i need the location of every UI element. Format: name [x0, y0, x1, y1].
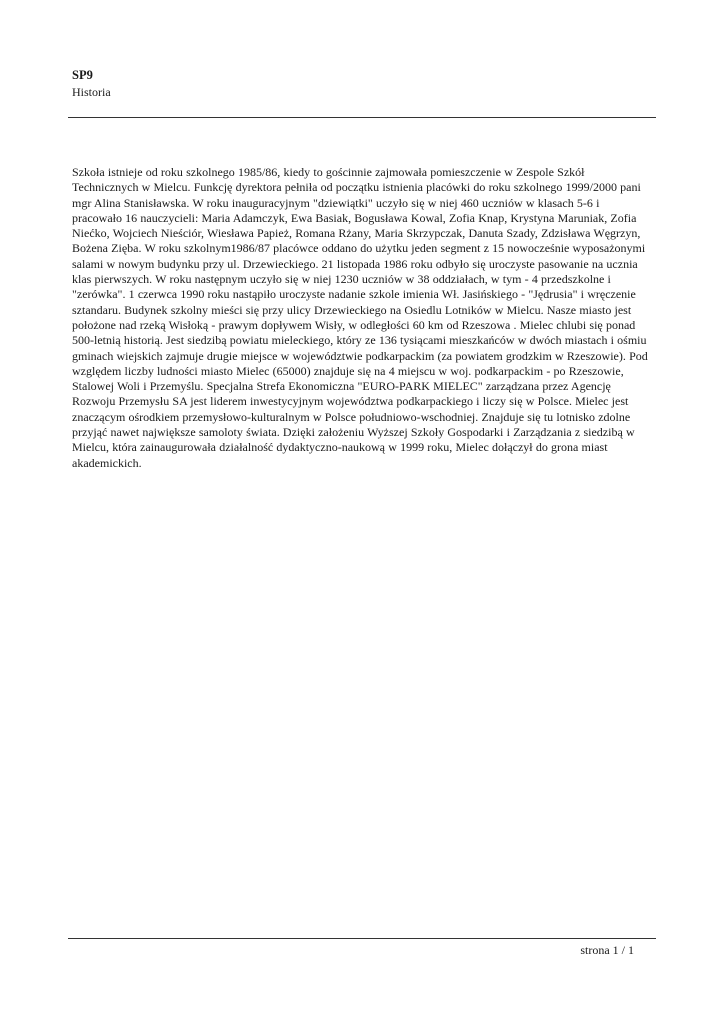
footer-divider	[68, 938, 656, 939]
page-number: strona 1 / 1	[580, 943, 634, 957]
header-divider	[68, 117, 656, 118]
document-title: SP9	[72, 68, 93, 82]
page-header	[72, 68, 111, 100]
history-paragraph: Szkoła istnieje od roku szkolnego 1985/86, kiedy to gościnnie zajmowała pomieszczenie w Zespole Szkół Technicznych w Mielcu. Funkcję dyrektora pełniła od początku istnienia placówki do roku szkolnego 1999/2000 pani mgr Alina Stanisławska. W roku inauguracyjnym "dziewiątki" uczyło się w niej 460 uczniów w klasach 5-6 i pracowało 16 nauczycieli: Maria Adamczyk, Ewa Basiak, Bogusława Kowal, Zofia Knap, Krystyna Maruniak, Zofia Niećko, Wojciech Nieściór, Wiesława Papież, Romana Rżany, Maria Skrzypczak, Danuta Szady, Zdzisława Węgrzyn, Bożena Zięba. W roku szkolnym1986/87 placówce oddano do użytku jeden segment z 15 nowocześnie wyposażonymi salami w nowym budynku przy ul. Drzewieckiego. 21 listopada 1986 roku odbyło się uroczyste pasowanie na ucznia klas pierwszych. W roku następnym uczyło się w niej 1230 uczniów w 38 oddziałach, w tym - 4 przedszkolne i "zerówka". 1 czerwca 1990 roku nastąpiło uroczyste nadanie szkole imienia Wł. Jasińskiego - "Jędrusia" i wręczenie sztandaru. Budynek szkolny mieści się przy ulicy Drzewieckiego na Osiedlu Lotników w Mielcu. Nasze miasto jest położone nad rzeką Wisłoką - prawym dopływem Wisły, w odległości 60 km od Rzeszowa . Mielec chlubi się ponad 500-letnią historią. Jest siedzibą powiatu mieleckiego, który ze 136 tysiącami mieszkańców w dwóch miastach i ośmiu gminach wiejskich zajmuje drugie miejsce w województwie podkarpackim (za powiatem grodzkim w Rzeszowie). Pod względem liczby ludności miasto Mielec (65000) znajduje się na 4 miejscu w woj. podkarpackim - po Rzeszowie, Stalowej Woli i Przemyślu. Specjalna Strefa Ekonomiczna "EURO-PARK MIELEC" zarządzana przez Agencję Rozwoju Przemysłu SA jest liderem inwestycyjnym województwa podkarpackiego i liczy się w Polsce. Mielec jest znaczącym ośrodkiem przemysłowo-kulturalnym w Polsce południowo-wschodniej. Znajduje się tu lotnisko zdolne przyjąć nawet największe samoloty świata. Dzięki założeniu Wyższej Szkoły Gospodarki i Zarządzania z siedzibą w Mielcu, która zainaugurowała działalność dydaktyczno-naukową w 1999 roku, Mielec dołączył do grona miast akademickich.	[72, 165, 648, 470]
document-subtitle: Historia	[72, 85, 111, 99]
